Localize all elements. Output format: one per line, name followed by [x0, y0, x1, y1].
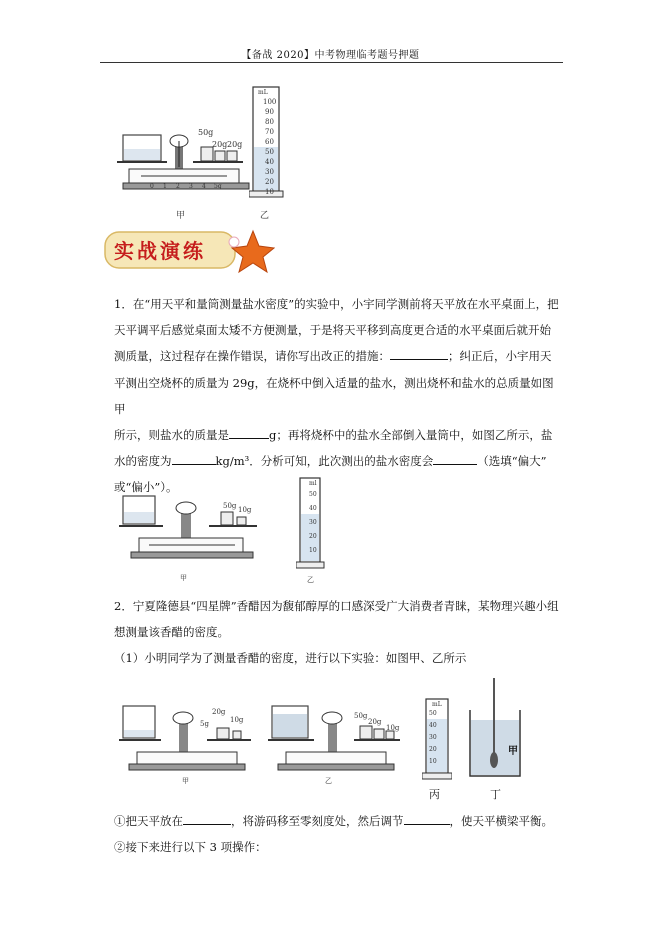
scale-label-3: 3	[189, 183, 193, 190]
q2-yi-weight-20g: 20g	[368, 718, 382, 726]
scale-label-2: 2	[176, 183, 180, 190]
q2-caption-yi: 乙	[325, 777, 332, 785]
q1-line-6: 水的密度为 kg/m³．分析可知，此次测出的盐水密度会 （选填“偏大”	[114, 454, 547, 469]
weight-label-20g-a: 20g	[212, 140, 228, 149]
q1-weight-50g: 50g	[223, 502, 237, 510]
cylinder-tick-80: 80	[265, 118, 274, 126]
figure-q2-balance-yi	[266, 700, 406, 775]
scale-label-0: 0	[150, 183, 154, 190]
q1-cylinder-unit: ml	[309, 480, 317, 487]
banner-label: 实战演练	[114, 239, 206, 263]
q1-blank-2[interactable]	[229, 426, 269, 439]
q2-beaker-label: 甲	[508, 746, 518, 757]
header-rule	[100, 62, 563, 63]
q2-line-2: 想测量该香醋的密度。	[114, 625, 229, 640]
caption-yi: 乙	[260, 211, 270, 221]
q1-blank-1[interactable]	[390, 347, 448, 360]
scale-label-4: 4	[202, 183, 206, 190]
q2-cylinder-tick-30: 30	[429, 734, 437, 741]
q2-line-3: （1）小明同学为了测量香醋的密度，进行以下实验：如图甲、乙所示	[114, 651, 467, 666]
question-2	[100, 593, 565, 672]
cylinder-tick-30: 30	[265, 168, 274, 176]
q2-jia-weight-20g: 20g	[212, 708, 226, 716]
q1-cylinder-tick-20: 20	[309, 533, 317, 540]
figure-q1-balance	[117, 492, 267, 567]
q2-cylinder-unit: mL	[432, 701, 442, 708]
cylinder-tick-20: 20	[265, 178, 274, 186]
q1-line-7: 或“偏小”）。	[114, 480, 178, 495]
q2-yi-weight-50g: 50g	[354, 712, 368, 720]
q1-number: 1．	[114, 297, 133, 311]
q1-line-2: 天平调平后感觉桌面太矮不方便测量，于是将天平移到高度更合适的水平桌面后就开始	[114, 323, 551, 338]
q1-caption-yi: 乙	[307, 576, 314, 584]
q1-blank-4[interactable]	[433, 452, 477, 465]
question-1	[100, 291, 565, 501]
q1-line-4: 平测出空烧杯的质量为 29g，在烧杯中倒入适量的盐水，测出烧杯和盐水的总质量如图甲	[114, 375, 554, 416]
q2-cylinder-tick-10: 10	[429, 758, 437, 765]
q2-steps	[100, 808, 565, 860]
q2-blank-1[interactable]	[183, 812, 231, 825]
q2-caption-ding: 丁	[490, 788, 501, 801]
q1-weight-10g: 10g	[238, 506, 252, 514]
cylinder-unit: mL	[258, 89, 268, 96]
q1-cylinder-tick-10: 10	[309, 547, 317, 554]
cylinder-tick-50: 50	[265, 148, 274, 156]
q1-line-5: 所示，则盐水的质量是 g；再将烧杯中的盐水全部倒入量筒中，如图乙所示，盐	[114, 428, 553, 443]
cylinder-tick-70: 70	[265, 128, 274, 136]
cylinder-tick-10: 10	[265, 188, 274, 196]
q1-caption-jia: 甲	[180, 574, 187, 582]
figure-q2-cylinder	[422, 697, 452, 782]
cylinder-tick-60: 60	[265, 138, 274, 146]
q2-blank-2[interactable]	[404, 812, 450, 825]
q2-cylinder-tick-50: 50	[429, 710, 437, 717]
scale-label-5g: 5g	[214, 183, 222, 190]
figure-q2-beaker-densimeter	[466, 676, 526, 782]
q2-number: 2．	[114, 599, 133, 613]
q2-line-1: 2．宁夏隆德县“四星牌”香醋因为馥郁醇厚的口感深受广大消费者青睐，某物理兴趣小组	[114, 599, 559, 613]
caption-jia: 甲	[176, 211, 186, 221]
q2-cylinder-tick-40: 40	[429, 722, 437, 729]
page-header: 【备战 2020】中考物理临考题号押题	[241, 50, 420, 61]
q2-step-1: ①把天平放在 ，将游码移至零刻度处，然后调节 ，使天平横梁平衡。	[114, 814, 553, 828]
q1-line-3: 测质量，这过程存在操作错误，请你写出改正的措施： ；纠正后，小宇用天	[114, 349, 552, 364]
q2-jia-weight-5g: 5g	[200, 720, 209, 728]
figure-q2-balance-jia	[117, 700, 257, 775]
q2-cylinder-tick-20: 20	[429, 746, 437, 753]
q2-jia-weight-10g: 10g	[230, 716, 244, 724]
q1-cylinder-tick-50: 50	[309, 491, 317, 498]
q2-yi-weight-10g: 10g	[386, 724, 400, 732]
weight-label-50g: 50g	[198, 128, 214, 137]
cylinder-tick-100: 100	[263, 98, 277, 106]
cylinder-tick-90: 90	[265, 108, 274, 116]
q2-caption-jia: 甲	[182, 777, 189, 785]
weight-label-20g-b: 20g	[227, 140, 243, 149]
q2-step-2: ②接下来进行以下 3 项操作：	[114, 840, 267, 855]
q1-line-1: 1．在“用天平和量筒测量盐水密度”的实验中，小宇同学测前将天平放在水平桌面上，把	[114, 297, 559, 311]
q2-caption-bing: 丙	[429, 788, 440, 801]
scale-label-1: 1	[163, 183, 167, 190]
cylinder-tick-40: 40	[265, 158, 274, 166]
q1-cylinder-tick-40: 40	[309, 505, 317, 512]
q1-cylinder-tick-30: 30	[309, 519, 317, 526]
q1-blank-3[interactable]	[172, 452, 216, 465]
